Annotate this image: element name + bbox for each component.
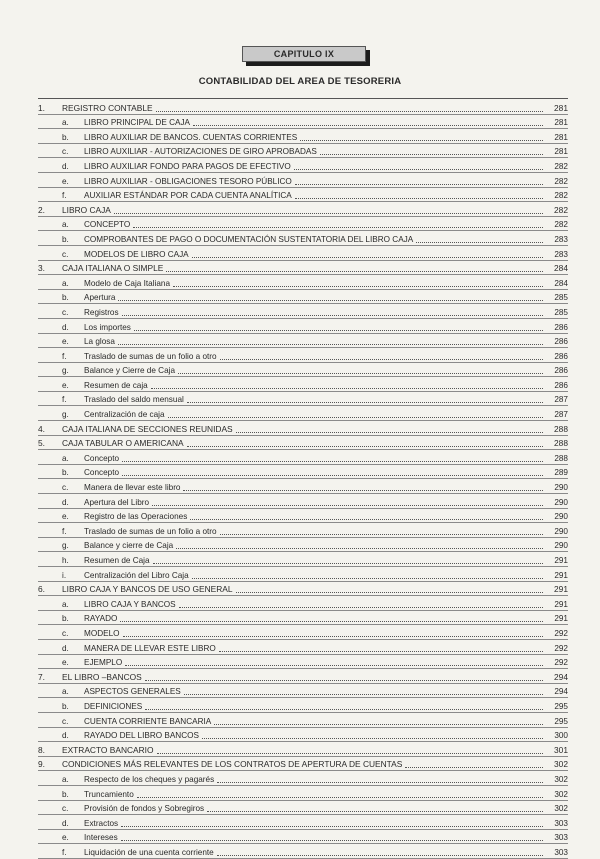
dot-leader [219, 650, 543, 652]
entry-number: a. [62, 118, 69, 128]
entry-page: 291 [554, 556, 568, 565]
entry-page: 295 [554, 716, 568, 726]
entry-number: b. [62, 789, 69, 799]
entry-number: a. [62, 220, 69, 230]
dot-leader [176, 547, 543, 549]
entry-title: LIBRO AUXILIAR - OBLIGACIONES TESORO PÚBLICO [84, 176, 292, 186]
entry-title: Liquidación de una cuenta corriente [84, 847, 214, 857]
toc-entry [38, 640, 568, 655]
toc-entry [38, 173, 568, 188]
entry-title: Centralización de caja [84, 410, 165, 420]
entry-title: La glosa [84, 337, 115, 347]
entry-title: LIBRO AUXILIAR DE BANCOS. CUENTAS CORRIENTES [84, 132, 298, 142]
entry-title: Balance y Cierre de Caja [84, 366, 176, 376]
entry-number: c. [62, 804, 69, 814]
entry-page: 282 [554, 191, 568, 201]
entry-page: 281 [554, 118, 568, 128]
toc-entry [38, 377, 568, 392]
entry-number: 5. [38, 438, 45, 449]
dot-leader [122, 314, 543, 316]
entry-title: EXTRACTO BANCARIO [62, 744, 154, 755]
entry-page: 292 [554, 658, 568, 668]
entry-page: 292 [554, 643, 568, 653]
entry-title: MANERA DE LLEVAR ESTE LIBRO [84, 643, 216, 653]
dot-leader [145, 708, 543, 710]
entry-title: Los importes [84, 322, 131, 332]
toc-entry [38, 202, 568, 217]
entry-page: 287 [554, 395, 568, 405]
entry-title: Modelo de Caja Italiana [84, 278, 171, 288]
entry-page: 290 [554, 483, 568, 493]
top-rule [38, 98, 568, 99]
dot-leader [122, 474, 543, 476]
dot-leader [178, 372, 543, 374]
entry-number: 9. [38, 759, 45, 770]
dot-leader [118, 299, 543, 301]
entry-page: 303 [554, 833, 568, 843]
entry-page: 285 [554, 307, 568, 317]
entry-number: c. [62, 249, 69, 259]
entry-title: ASPECTOS GENERALES [84, 687, 181, 697]
toc-entry [38, 231, 568, 246]
toc-entry [38, 450, 568, 465]
entry-title: Concepto [84, 468, 120, 478]
entry-number: d. [62, 161, 69, 171]
entry-page: 302 [554, 789, 568, 799]
entry-number: 8. [38, 744, 45, 755]
toc-entry [38, 742, 568, 757]
entry-number: b. [62, 132, 69, 142]
entry-title: EJEMPLO [84, 658, 123, 668]
entry-number: 7. [38, 671, 45, 682]
entry-number: g. [62, 541, 69, 551]
entry-number: d. [62, 731, 69, 741]
entry-title: LIBRO AUXILIAR - AUTORIZACIONES DE GIRO APROBADAS [84, 147, 317, 157]
entry-title: Concepto [84, 453, 120, 463]
entry-page: 291 [554, 614, 568, 624]
toc-entry [38, 363, 568, 378]
toc-entry [38, 844, 568, 859]
entry-number: b. [62, 614, 69, 624]
entry-number: a. [62, 687, 69, 697]
dot-leader [125, 664, 543, 666]
entry-page: 290 [554, 541, 568, 551]
entry-number: 3. [38, 263, 45, 274]
dot-leader [202, 737, 543, 739]
entry-page: 284 [554, 263, 568, 274]
entry-number: b. [62, 293, 69, 303]
dot-leader [320, 153, 543, 155]
entry-number: g. [62, 410, 69, 420]
entry-page: 294 [554, 671, 568, 682]
entry-page: 281 [554, 102, 568, 113]
entry-number: e. [62, 512, 69, 522]
toc-entry [38, 217, 568, 232]
entry-title: REGISTRO CONTABLE [62, 102, 153, 113]
dot-leader [123, 635, 544, 637]
entry-number: g. [62, 366, 69, 376]
dot-leader [217, 781, 543, 783]
entry-page: 291 [554, 584, 568, 595]
entry-page: 288 [554, 423, 568, 434]
entry-page: 282 [554, 204, 568, 215]
entry-page: 303 [554, 818, 568, 828]
entry-title: COMPROBANTES DE PAGO O DOCUMENTACIÓN SUSTENTATORIA DEL LIBRO CAJA [84, 234, 414, 244]
entry-page: 281 [554, 132, 568, 142]
entry-number: b. [62, 468, 69, 478]
entry-page: 302 [554, 774, 568, 784]
entry-number: a. [62, 453, 69, 463]
entry-title: Traslado de sumas de un folio a otro [84, 526, 217, 536]
entry-page: 291 [554, 599, 568, 609]
entry-number: d. [62, 497, 69, 507]
entry-title: CAJA TABULAR O AMERICANA [62, 438, 184, 449]
toc-entry [38, 611, 568, 626]
entry-page: 286 [554, 351, 568, 361]
dot-leader [220, 533, 543, 535]
toc-entry [38, 582, 568, 597]
entry-title: Apertura [84, 293, 116, 303]
dot-leader [121, 825, 543, 827]
toc-entry [38, 509, 568, 524]
toc-entry [38, 158, 568, 173]
entry-page: 282 [554, 161, 568, 171]
entry-title: CAJA ITALIANA DE SECCIONES REUNIDAS [62, 423, 233, 434]
dot-leader [156, 110, 543, 112]
entry-number: 6. [38, 584, 45, 595]
entry-page: 290 [554, 512, 568, 522]
entry-number: f. [62, 191, 67, 201]
entry-number: c. [62, 716, 69, 726]
toc-entry [38, 771, 568, 786]
dot-leader [179, 606, 543, 608]
entry-title: LIBRO PRINCIPAL DE CAJA [84, 118, 191, 128]
dot-leader [134, 329, 543, 331]
entry-number: 4. [38, 423, 45, 434]
entry-number: e. [62, 380, 69, 390]
dot-leader [166, 270, 543, 272]
toc-entry [38, 567, 568, 582]
entry-title: MODELO [84, 628, 120, 638]
entry-title: RAYADO DEL LIBRO BANCOS [84, 731, 199, 741]
entry-title: RAYADO [84, 614, 118, 624]
chapter-label: CAPITULO IX [242, 46, 366, 62]
entry-page: 281 [554, 147, 568, 157]
toc-entry [38, 115, 568, 130]
entry-title: Respecto de los cheques y pagarés [84, 774, 215, 784]
dot-leader [157, 752, 543, 754]
toc-entry [38, 100, 568, 115]
dot-leader [193, 124, 543, 126]
entry-page: 283 [554, 249, 568, 259]
entry-title: Traslado del saldo mensual [84, 395, 184, 405]
dot-leader [217, 854, 543, 856]
entry-number: a. [62, 774, 69, 784]
toc-entry [38, 698, 568, 713]
dot-leader [153, 562, 543, 564]
entry-title: LIBRO CAJA [62, 204, 111, 215]
entry-number: f. [62, 847, 67, 857]
dot-leader [192, 577, 543, 579]
toc-entry [38, 669, 568, 684]
entry-page: 282 [554, 176, 568, 186]
dot-leader [121, 839, 543, 841]
entry-number: h. [62, 556, 69, 565]
dot-leader [133, 226, 543, 228]
entry-title: LIBRO CAJA Y BANCOS DE USO GENERAL [62, 584, 233, 595]
toc-entry [38, 261, 568, 276]
toc-entry [38, 406, 568, 421]
dot-leader [168, 416, 543, 418]
entry-number: e. [62, 833, 69, 843]
entry-number: c. [62, 147, 69, 157]
dot-leader [294, 168, 543, 170]
entry-page: 286 [554, 366, 568, 376]
toc-entry [38, 275, 568, 290]
entry-page: 287 [554, 410, 568, 420]
entry-number: b. [62, 234, 69, 244]
toc-entry [38, 392, 568, 407]
entry-number: e. [62, 658, 69, 668]
dot-leader [295, 197, 543, 199]
entry-number: d. [62, 818, 69, 828]
entry-title: Registros [84, 307, 119, 317]
entry-page: 288 [554, 453, 568, 463]
dot-leader [214, 723, 543, 725]
entry-title: Resumen de Caja [84, 556, 150, 565]
entry-title: Balance y cierre de Caja [84, 541, 174, 551]
toc-entry [38, 801, 568, 816]
dot-leader [187, 445, 543, 447]
dot-leader [122, 460, 543, 462]
entry-title: Extractos [84, 818, 119, 828]
entry-title: DEFINICIONES [84, 701, 143, 711]
toc-entry [38, 479, 568, 494]
entry-title: CONDICIONES MÁS RELEVANTES DE LOS CONTRATOS DE APERTURA DE CUENTAS [62, 759, 403, 770]
entry-page: 295 [554, 701, 568, 711]
toc-entry [38, 596, 568, 611]
entry-number: d. [62, 643, 69, 653]
entry-number: c. [62, 628, 69, 638]
entry-number: f. [62, 395, 67, 405]
toc-entry [38, 348, 568, 363]
entry-number: a. [62, 599, 69, 609]
dot-leader [236, 591, 543, 593]
entry-title: LIBRO CAJA Y BANCOS [84, 599, 176, 609]
entry-page: 288 [554, 438, 568, 449]
dot-leader [151, 387, 543, 389]
entry-page: 284 [554, 278, 568, 288]
entry-page: 282 [554, 220, 568, 230]
entry-title: Registro de las Operaciones [84, 512, 188, 522]
dot-leader [137, 796, 543, 798]
toc-entry [38, 625, 568, 640]
toc-entry [38, 728, 568, 743]
toc-entry [38, 655, 568, 670]
chapter-banner [242, 46, 368, 64]
entry-number: f. [62, 526, 67, 536]
entry-title: Intereses [84, 833, 118, 843]
toc-entry [38, 319, 568, 334]
entry-page: 283 [554, 234, 568, 244]
dot-leader [120, 620, 543, 622]
entry-number: e. [62, 176, 69, 186]
entry-title: MODELOS DE LIBRO CAJA [84, 249, 189, 259]
dot-leader [114, 212, 543, 214]
entry-number: 1. [38, 102, 45, 113]
entry-page: 294 [554, 687, 568, 697]
entry-title: CUENTA CORRIENTE BANCARIA [84, 716, 212, 726]
dot-leader [173, 285, 543, 287]
entry-title: CONCEPTO [84, 220, 131, 230]
entry-page: 303 [554, 847, 568, 857]
toc-entry [38, 786, 568, 801]
dot-leader [207, 810, 543, 812]
dot-leader [192, 256, 543, 258]
entry-title: AUXILIAR ESTÁNDAR POR CADA CUENTA ANALÍTICA [84, 191, 292, 201]
toc-entry [38, 129, 568, 144]
entry-number: 2. [38, 204, 45, 215]
dot-leader [300, 139, 543, 141]
entry-number: i. [62, 570, 67, 580]
toc-entry [38, 552, 568, 567]
entry-title: Traslado de sumas de un folio a otro [84, 351, 217, 361]
toc-entry [38, 713, 568, 728]
dot-leader [295, 183, 543, 185]
toc-entry [38, 246, 568, 261]
dot-leader [416, 241, 543, 243]
entry-title: Apertura del Libro [84, 497, 150, 507]
entry-number: e. [62, 337, 69, 347]
toc-rows [38, 100, 568, 859]
entry-title: Truncamiento [84, 789, 134, 799]
entry-number: f. [62, 351, 67, 361]
entry-number: d. [62, 322, 69, 332]
toc-entry [38, 494, 568, 509]
toc-entry [38, 757, 568, 772]
section-title: CONTABILIDAD DEL AREA DE TESORERIA [198, 76, 402, 87]
toc-entry [38, 684, 568, 699]
dot-leader [118, 343, 543, 345]
entry-number: a. [62, 278, 69, 288]
entry-page: 302 [554, 804, 568, 814]
entry-page: 302 [554, 759, 568, 770]
entry-page: 291 [554, 570, 568, 580]
dot-leader [145, 679, 543, 681]
entry-title: Centralización del Libro Caja [84, 570, 189, 580]
toc-entry [38, 465, 568, 480]
dot-leader [187, 401, 543, 403]
entry-page: 292 [554, 628, 568, 638]
toc-entry [38, 538, 568, 553]
dot-leader [152, 504, 543, 506]
entry-title: LIBRO AUXILIAR FONDO PARA PAGOS DE EFECTIVO [84, 161, 291, 171]
dot-leader [220, 358, 543, 360]
dot-leader [236, 431, 543, 433]
toc-entry [38, 290, 568, 305]
entry-title: CAJA ITALIANA O SIMPLE [62, 263, 164, 274]
entry-title: Manera de llevar este libro [84, 483, 181, 493]
entry-title: EL LIBRO –BANCOS [62, 671, 142, 682]
toc-entry [38, 304, 568, 319]
entry-page: 286 [554, 322, 568, 332]
entry-number: c. [62, 307, 69, 317]
entry-page: 300 [554, 731, 568, 741]
toc-entry [38, 830, 568, 845]
toc-entry [38, 334, 568, 349]
table-of-contents [38, 98, 568, 859]
entry-page: 290 [554, 526, 568, 536]
dot-leader [190, 518, 543, 520]
dot-leader [184, 693, 543, 695]
dot-leader [183, 489, 543, 491]
toc-entry [38, 144, 568, 159]
entry-page: 286 [554, 337, 568, 347]
entry-page: 285 [554, 293, 568, 303]
entry-page: 286 [554, 380, 568, 390]
entry-number: c. [62, 483, 69, 493]
entry-number: b. [62, 701, 69, 711]
toc-entry [38, 523, 568, 538]
entry-page: 301 [554, 744, 568, 755]
dot-leader [405, 766, 543, 768]
toc-entry [38, 436, 568, 451]
toc-entry [38, 815, 568, 830]
toc-entry [38, 421, 568, 436]
toc-entry [38, 188, 568, 203]
entry-page: 289 [554, 468, 568, 478]
entry-title: Resumen de caja [84, 380, 148, 390]
entry-title: Provisión de fondos y Sobregiros [84, 804, 205, 814]
entry-page: 290 [554, 497, 568, 507]
